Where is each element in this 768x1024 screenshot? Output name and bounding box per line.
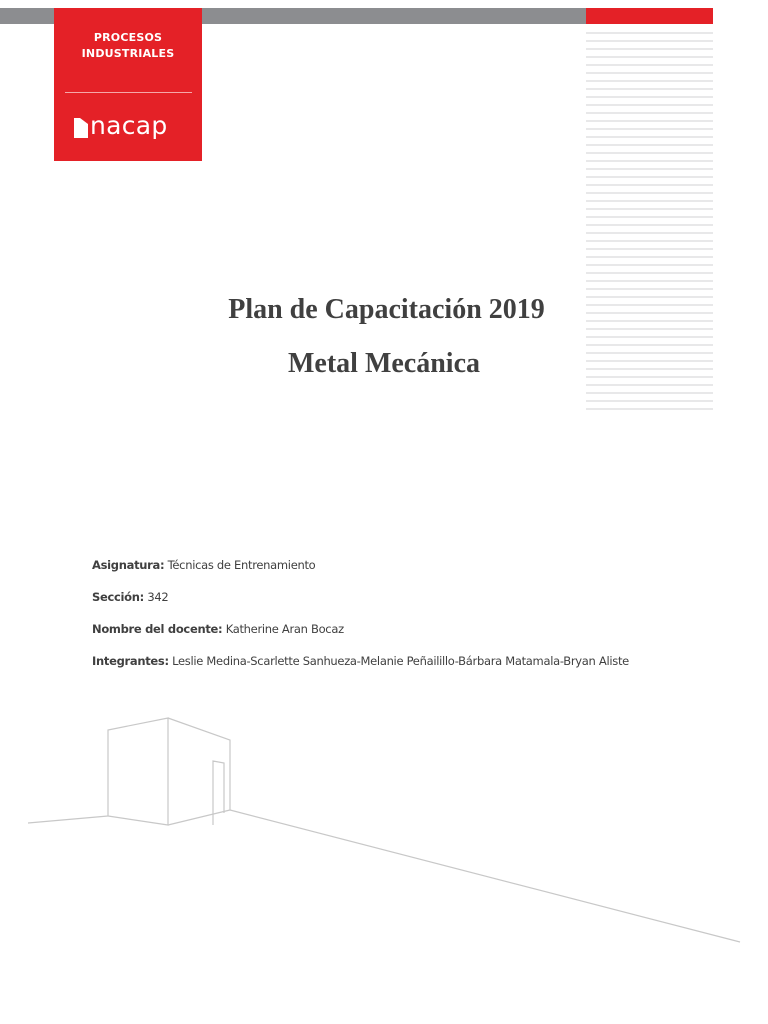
members-label: Integrantes: (92, 654, 169, 668)
building-line-drawing (0, 700, 768, 960)
teacher-label: Nombre del docente: (92, 622, 223, 636)
section-row (92, 587, 629, 608)
subject-label: Asignatura: (92, 558, 165, 572)
building-right-face (168, 718, 230, 825)
brand-area-line-2: INDUSTRIALES (81, 47, 175, 60)
subject-row (92, 555, 629, 576)
ground-line-right (230, 810, 740, 942)
section-value: 342 (147, 590, 169, 604)
document-subtitle: Metal Mecánica (287, 348, 481, 379)
inacap-logo (74, 109, 168, 143)
logo-mark-icon (74, 118, 88, 138)
header-bar-red (586, 8, 713, 24)
document-title: Plan de Capacitación 2019 (228, 294, 545, 325)
brand-area-line-1: PROCESOS (93, 31, 163, 44)
building-left-face (108, 718, 168, 825)
brand-block (54, 8, 202, 161)
ground-line-left (28, 816, 108, 823)
brand-divider (65, 92, 192, 93)
section-label: Sección: (92, 590, 144, 604)
subject-value: Técnicas de Entrenamiento (167, 558, 316, 572)
teacher-row (92, 619, 629, 640)
details-block (92, 555, 629, 683)
members-value: Leslie Medina-Scarlette Sanhueza-Melanie Peñailillo-Bárbara Matamala-Bryan Aliste (172, 654, 629, 668)
logo-wordmark: nacap (90, 111, 168, 140)
teacher-value: Katherine Aran Bocaz (225, 622, 344, 636)
building-door (213, 761, 224, 825)
members-row (92, 651, 629, 672)
brand-area-name (54, 30, 202, 62)
